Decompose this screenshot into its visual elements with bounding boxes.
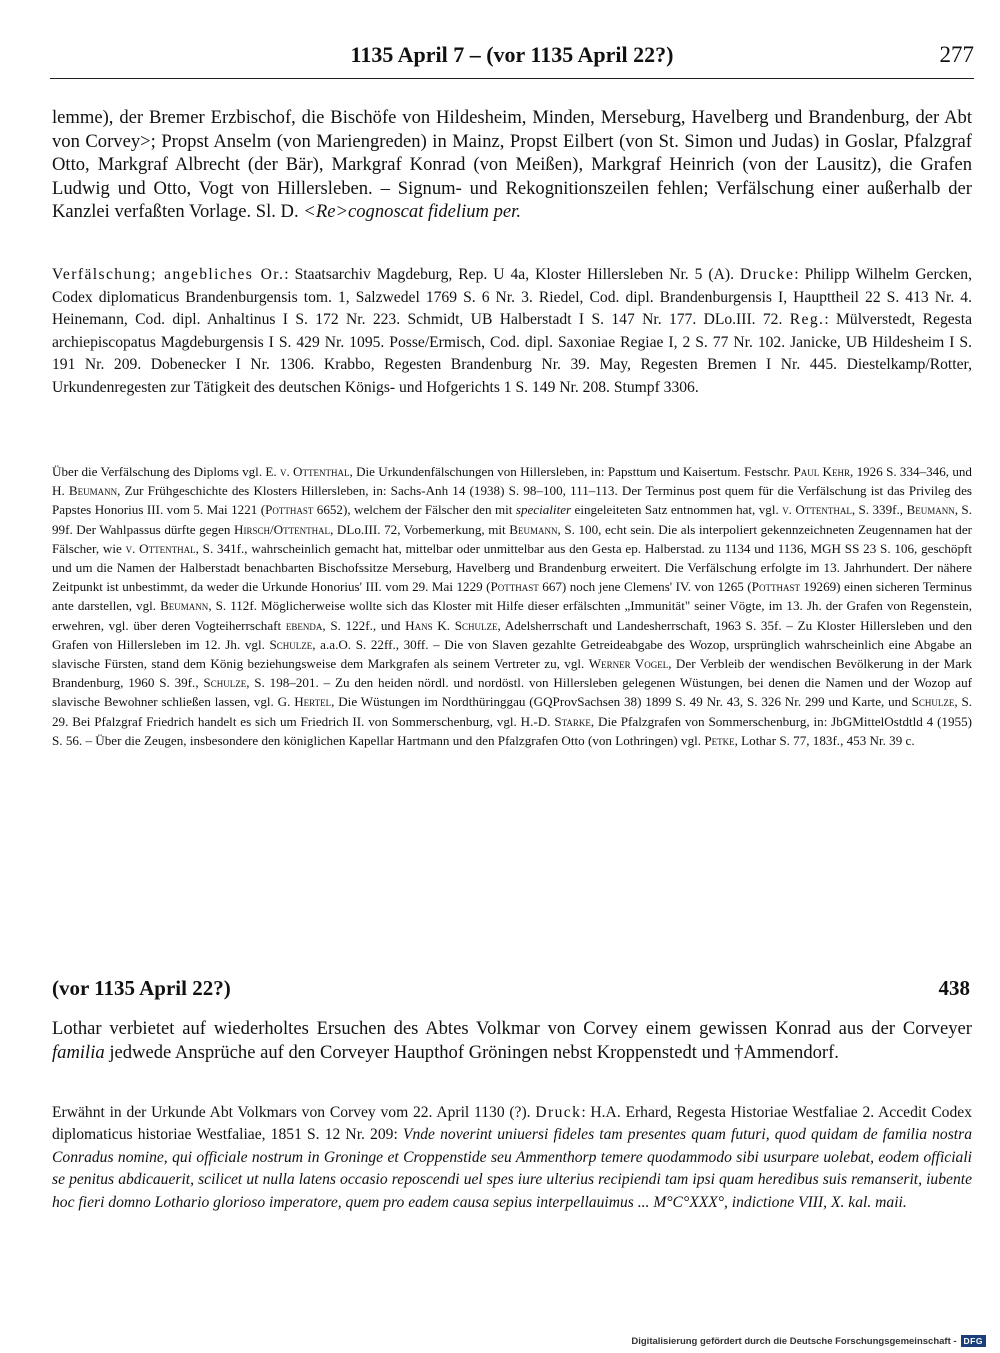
mention-part: : H.A. Erhard, Regesta Historiae Westfaliae 2. Accedit Codex diplomaticus historiae Westfaliae, 1851 S. 12 Nr. 209: xyxy=(52,1104,972,1144)
note-text: , Zur Frühgeschichte des Klosters Hillersleben, in: Sachs-Anh 14 (1938) S. 98–100, 111–113. Der Terminus post quem für die Verfälschung ist das Privileg des Papstes Honorius III. vom 5. Mai 1221 ( xyxy=(52,483,972,518)
note-text: , S. 112f. Möglicherweise wollte sich das Kloster mit Hilfe dieser erfälschten „Immunität" seiner Vögte, im 13. Jh. der Grafen von Regenstein, erwehren, vgl. über deren Vogteiherrschaft xyxy=(52,598,972,633)
running-head xyxy=(50,38,974,79)
note-author: Starke xyxy=(554,713,591,729)
page-number: 277 xyxy=(939,42,974,67)
note-author: v. Ottenthal xyxy=(782,502,852,518)
note-text: , S. 339f., xyxy=(851,502,907,518)
note-text: , Lothar S. 77, 183f., 453 Nr. 39 c. xyxy=(734,732,915,748)
note-author: Potthast xyxy=(751,579,800,595)
note-text: , S. 100, echt sein. Die als interpoliert gekennzeichneten Zeugennamen hat der Fälscher, wie xyxy=(52,521,972,556)
footer-credit xyxy=(631,1333,986,1349)
note-author: Hertel xyxy=(294,694,332,710)
note-text: 6652), welchem der Fälscher den mit xyxy=(313,502,516,518)
note-author: v. Ottenthal xyxy=(125,540,196,556)
note-text: , S. 29. Bei Pfalzgraf Friedrich handelt es sich um Friedrich II. von Sommerschenburg, vgl. H.-D. xyxy=(52,694,972,729)
note-author: E. v. Ottenthal xyxy=(265,464,350,479)
note-author: Hirsch/Ottenthal xyxy=(234,521,331,537)
note-text: Über die Verfälschung des Diploms vgl. xyxy=(52,464,266,479)
ref-archive: : Staatsarchiv Magdeburg, Rep. U 4a, Kloster Hillersleben Nr. 5 (A). xyxy=(284,266,740,283)
note-text: , S. 341f., wahrscheinlich gemacht hat, mittelbar oder unmittelbar aus den Gesta ep. Halberstad. zu 1134 und 1136, MGH SS 23 S. 106, geschöpft und um die Namen der Halberstadt benachbarten Bischofssitze Merseburg, Havelberg und Brandenburg erweitert. Die Verfälschung erfolgte im 13. Jahrhundert. Der nähere Zeitpunkt ist unbestimmt, da weder die Urkunde Honorius' III. vom 29. Mai 1229 ( xyxy=(52,540,972,595)
note-text: , Die Urkundenfälschungen von Hillersleben, in: Papsttum und Kaisertum. Festschr. xyxy=(349,464,794,479)
dfg-logo: DFG xyxy=(961,1335,986,1347)
ref-prints: : Philipp Wilhelm Gercken, Codex diplomaticus Brandenburgensis tom. 1, Salzwedel 1769 S. 6 Nr. 3. Riedel, Cod. dipl. Brandenburgensis I, Haupttheil 22 S. 413 Nr. 4. Heinemann, Cod. dipl. Anhaltinus I S. 172 Nr. 223. Schmidt, UB Halberstadt I S. 147 Nr. 177. DLo.III. 72. xyxy=(52,266,972,329)
note-author: Hans K. Schulze xyxy=(405,617,498,633)
note-italic: specialiter xyxy=(515,502,572,518)
note-text: 667) noch jene Clemens' IV. von 1265 ( xyxy=(538,579,752,595)
note-author: Werner Vogel xyxy=(588,656,669,672)
ref-label-prints: Drucke xyxy=(739,266,795,283)
note-text: , a.a.O. S. 22ff., 30ff. – Die von Slaven gezahlte Getreideabgabe des Wozop, ursprünglich wahrscheinlich eine Abgabe an slavische Fürsten, stand dem König beziehungsweise dem Markgrafen als seinem Vertreter zu, vgl. xyxy=(52,636,972,672)
running-head-title: 1135 April 7 – (vor 1135 April 22?) xyxy=(350,42,674,67)
commentary-notes xyxy=(52,462,972,750)
note-author: H. Beumann xyxy=(52,483,118,499)
note-text: , Die Pfalzgrafen von Sommerschenburg, in: JbGMittelOstdtld 4 (1955) S. 56. – Über die Zeugen, insbesondere den königlichen Kapellar Hartmann und den Pfalzgrafen Otto (von Lothringen) vgl. xyxy=(52,713,972,748)
note-author: Potthast xyxy=(490,579,539,595)
regest-italic: familia xyxy=(52,1041,105,1063)
entry-date: (vor 1135 April 22?) xyxy=(52,976,231,1000)
note-author: Schulze xyxy=(269,636,313,652)
note-text: , S. 122f., und xyxy=(322,617,406,633)
note-author: ebenda xyxy=(285,617,323,633)
entry-heading xyxy=(52,976,970,1006)
continued-italic-end: <Re>cognoscat fidelium per. xyxy=(303,201,522,223)
regest-text xyxy=(52,1017,972,1064)
mention-label-print: Druck xyxy=(535,1104,582,1121)
note-text: , S. 198–201. – Zu den heiden nördl. und nordöstl. von Hillersleben gelegenen Wüstungen, bei denen die Namen und der Wozop auf slavische Bewohner schließen lassen, vgl. G. xyxy=(52,675,973,710)
continued-text: lemme), der Bremer Erzbischof, die Bischöfe von Hildesheim, Minden, Merseburg, Havelberg und Brandenburg, der Abt von Corvey>; Propst Anselm (von Mariengreden) in Mainz, Propst Eilbert (von St. Simon und Judas) in Goslar, Pfalzgraf Otto, Markgraf Albrecht (der Bär), Markgraf Konrad (von Meißen), Markgraf Heinrich (von der Lausitz), die Grafen Ludwig und Otto, Vogt von Hillersleben. – Signum- und Rekognitionszeilen fehlen; Verfälschung einer außerhalb der Kanzlei verfaßten Vorlage. Sl. D. xyxy=(52,107,972,223)
note-text: , Die Wüstungen im Nordthüringgau (GQProvSachsen 38) 1899 S. 49 Nr. 43, S. 326 Nr. 299 und Karte, und xyxy=(331,694,912,710)
note-author: Beumann xyxy=(509,521,558,537)
note-text: , DLo.III. 72, Vorbemerkung, mit xyxy=(330,521,510,537)
note-author: Schulze xyxy=(911,694,955,710)
note-text: 19269) einen sicheren Terminus ante darstellen, vgl. xyxy=(52,579,972,614)
note-text: , 1926 S. 334–346, und xyxy=(850,464,972,479)
note-author: Paul Kehr xyxy=(793,464,850,479)
note-text: , Der Verbleib der wendischen Bevölkerung in der Mark Brandenburg, 1960 S. 39f., xyxy=(52,656,972,691)
entry-number: 438 xyxy=(938,976,970,1000)
note-author: Schulze xyxy=(203,675,247,691)
ref-regesta: : Mülverstedt, Regesta archiepiscopatus Magdeburgensis I S. 429 Nr. 1095. Posse/Ermisch, Cod. dipl. Saxoniae Regiae I, 2 S. 77 Nr. 102. Janicke, UB Hildesheim I S. 191 Nr. 209. Dobenecker I Nr. 1306. Krabbo, Regesten Brandenburg Nr. 39. May, Regesten Bremen I Nr. 445. Diestelkamp/Rotter, Urkundenregesten zur Tätigkeit des deutschen Königs- und Hofgerichts 1 S. 149 Nr. 208. Stumpf 3306. xyxy=(52,311,973,396)
regest-part: Lothar verbietet auf wiederholtes Ersuchen des Abtes Volkmar von Corvey einem gewissen Konrad aus der Corveyer xyxy=(52,1018,972,1039)
ref-label-forgery: Verfälschung; angebliches Or. xyxy=(52,266,285,283)
note-text: , S. 99f. Der Wahlpassus dürfte gegen xyxy=(52,502,972,537)
note-author: Petke xyxy=(704,732,735,748)
regest-part: jedwede Ansprüche auf den Corveyer Haupthof Gröningen nebst Kroppenstedt und †Ammendorf. xyxy=(104,1041,839,1063)
tradition-references xyxy=(52,264,972,400)
continued-entry-text xyxy=(52,106,972,224)
mention-text xyxy=(52,1102,972,1214)
footer-text: Digitalisierung gefördert durch die Deutsche Forschungsgemeinschaft - xyxy=(631,1335,957,1347)
note-author: Potthast xyxy=(265,502,314,518)
ref-label-regesta: Reg. xyxy=(789,311,825,329)
note-text: , Adelsherrschaft und Landesherrschaft, 1963 S. 35f. – Zu Kloster Hillersleben und den Grafen von Hillersleben im 12. Jh. vgl. xyxy=(52,617,972,652)
latin-quote: Vnde noverint uniuersi fideles tam presentes quam futuri, quod quidam de familia nostra Conradus nomine, qui officiale nostrum in Groninge et Croppenstide seu Ammenthorp temere quodammodo sibi usurpare uolebat, eodem officiali se penitus abdicauerit, scilicet ut nulla latens occasio reposcendi uel spes iure ulterius recipiendi tam ipsi quam heredibus suis remanserit, iubente hoc fieri domno Lothario glorioso imperatore, quem pro eadem causa sepius interpellauimus ... M°C°XXX°, indictione VIII, X. kal. maii. xyxy=(52,1126,972,1211)
mention-part: Erwähnt in der Urkunde Abt Volkmars von Corvey vom 22. April 1130 (?). xyxy=(52,1104,536,1121)
note-text: eingeleiteten Satz entnommen hat, vgl. xyxy=(571,502,783,518)
note-author: Beumann xyxy=(160,598,209,614)
note-author: Beumann xyxy=(906,502,955,518)
